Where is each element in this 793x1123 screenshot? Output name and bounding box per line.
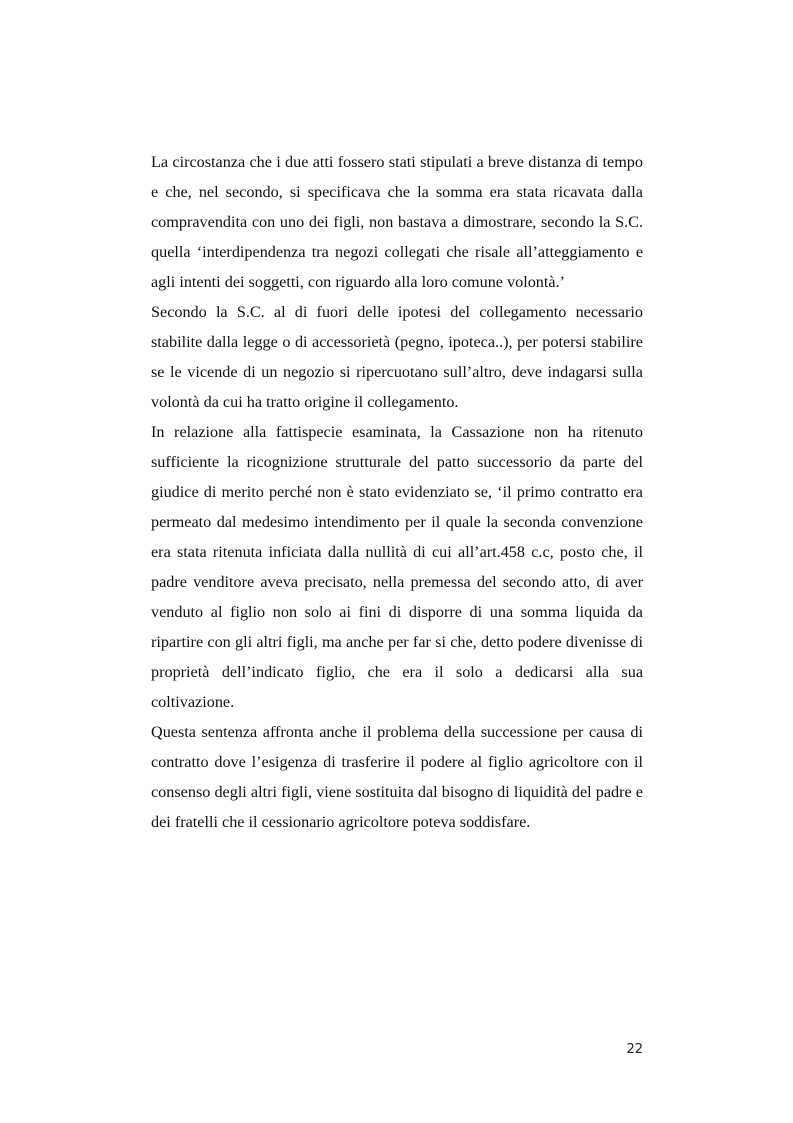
paragraph-2: Secondo la S.C. al di fuori delle ipotesi del collegamento necessario stabilite dalla legge o di accessorietà (pegno, ipoteca..), per potersi stabilire se le vicende di un negozio si ripercuotano sull’altro, deve indagarsi sulla volontà da cui ha tratto origine il collegamento.: [151, 303, 643, 411]
page-number: 22: [626, 1042, 643, 1057]
body-text: [151, 147, 643, 837]
paragraph-1: La circostanza che i due atti fossero stati stipulati a breve distanza di tempo e che, nel secondo, si specificava che la somma era stata ricavata dalla compravendita con uno dei figli, non bastava a dimostrare, secondo la S.C. quella ‘interdipendenza tra negozi collegati che risale all’atteggiamento e agli intenti dei soggetti, con riguardo alla loro comune volontà.’: [151, 153, 643, 291]
paragraph-3: In relazione alla fattispecie esaminata, la Cassazione non ha ritenuto sufficiente la ricognizione strutturale del patto successorio da parte del giudice di merito perché non è stato evidenziato se, ‘il primo contratto era permeato dal medesimo intendimento per il quale la seconda convenzione era stata ritenuta inficiata dalla nullità di cui all’art.458 c.c, posto che, il padre venditore aveva precisato, nella premessa del secondo atto, di aver venduto al figlio non solo ai fini di disporre di una somma liquida da ripartire con gli altri figli, ma anche per far si che, detto podere divenisse di proprietà dell’indicato figlio, che era il solo a dedicarsi alla sua coltivazione.: [151, 423, 643, 711]
paragraph-4: Questa sentenza affronta anche il problema della successione per causa di contratto dove l’esigenza di trasferire il podere al figlio agricoltore con il consenso degli altri figli, viene sostituita dal bisogno di liquidità del padre e dei fratelli che il cessionario agricoltore poteva soddisfare.: [151, 723, 643, 831]
